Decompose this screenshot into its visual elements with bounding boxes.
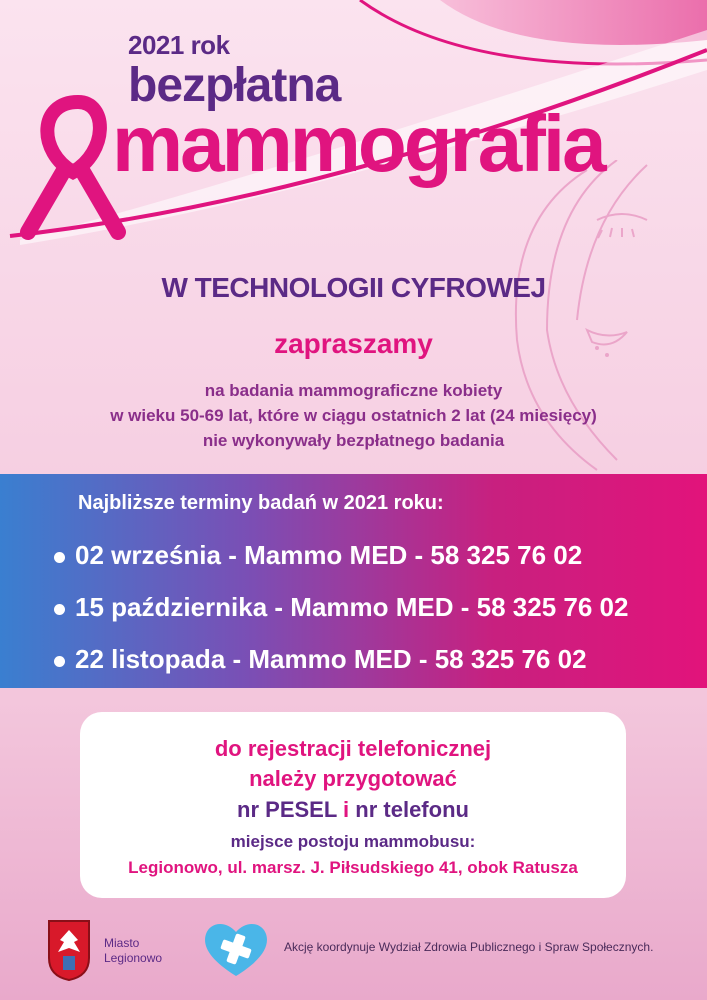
city-line-1: Miasto xyxy=(104,936,140,950)
phone-text: nr telefonu xyxy=(355,797,469,822)
schedule-item-text: 22 listopada - Mammo MED - 58 325 76 02 xyxy=(75,644,587,674)
city-line-2: Legionowo xyxy=(104,951,163,965)
description-line: na badania mammograficzne kobiety xyxy=(204,381,503,400)
bullet-icon xyxy=(54,604,65,615)
registration-line-2: należy przygotować xyxy=(249,766,457,791)
year-label: 2021 rok xyxy=(128,30,230,60)
location-label: miejsce postoju mammobusu: xyxy=(230,832,476,851)
schedule-title: Najbliższe terminy badań w 2021 roku: xyxy=(78,492,444,514)
coordination-note: Akcję koordynuje Wydział Zdrowia Publicznego i Spraw Społecznych. xyxy=(284,940,654,954)
invite-heading: zapraszamy xyxy=(274,328,433,359)
schedule-list xyxy=(54,535,628,691)
free-label: bezpłatna xyxy=(128,59,341,112)
schedule-item-text: 02 września - Mammo MED - 58 325 76 02 xyxy=(75,540,583,570)
schedule-item xyxy=(54,587,628,639)
health-heart-icon xyxy=(200,916,272,980)
conjunction-text: i xyxy=(343,797,350,822)
city-crest-icon xyxy=(46,918,92,982)
description-text xyxy=(0,378,707,453)
registration-box xyxy=(80,712,626,898)
description-line: w wieku 50-69 lat, które w ciągu ostatnich 2 lat (24 miesięcy) xyxy=(110,406,597,425)
registration-line-3 xyxy=(80,794,626,826)
bullet-icon xyxy=(54,552,65,563)
pesel-text: nr PESEL xyxy=(237,797,337,822)
bullet-icon xyxy=(54,656,65,667)
technology-heading: W TECHNOLOGII CYFROWEJ xyxy=(161,272,546,303)
city-name xyxy=(104,936,162,966)
description-line: nie wykonywały bezpłatnego badania xyxy=(202,431,505,450)
schedule-item xyxy=(54,535,628,587)
schedule-item xyxy=(54,639,628,691)
schedule-item-text: 15 października - Mammo MED - 58 325 76 02 xyxy=(75,592,629,622)
location-address: Legionowo, ul. marsz. J. Piłsudskiego 41, obok Ratusza xyxy=(128,858,578,877)
mammography-title: mammografia xyxy=(112,99,604,188)
registration-line-1: do rejestracji telefonicznej xyxy=(214,736,492,761)
